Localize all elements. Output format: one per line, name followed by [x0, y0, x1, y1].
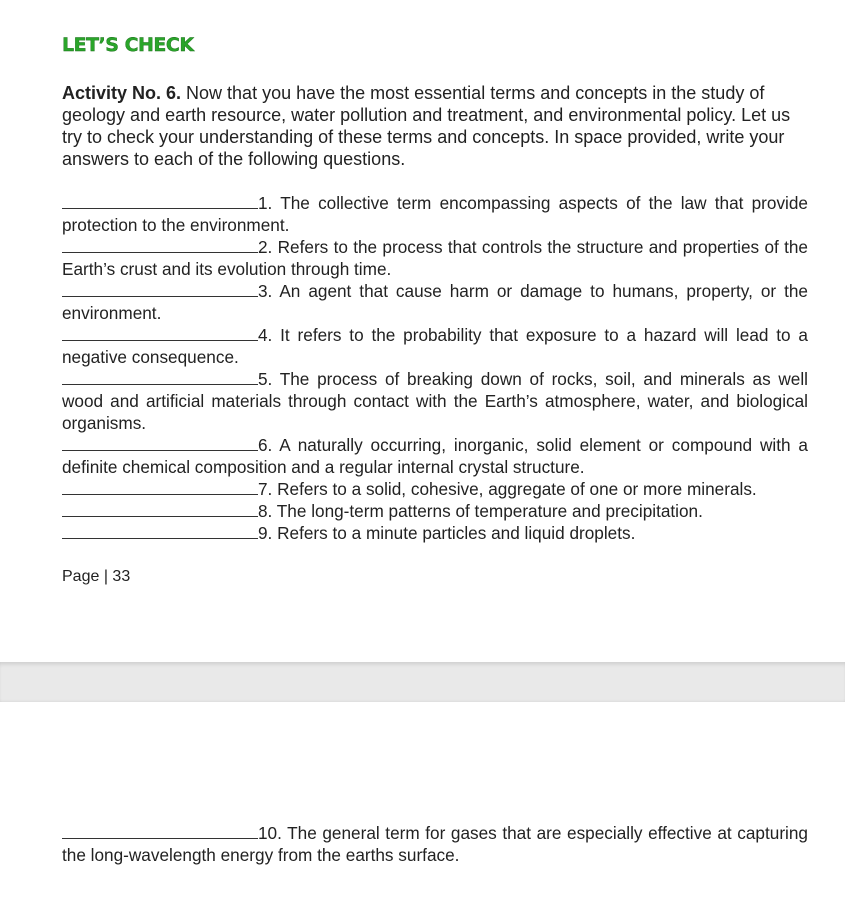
question-8 [62, 500, 808, 522]
document-page-2 [0, 702, 845, 900]
question-text: 8. The long-term patterns of temperature and precipitation. [258, 501, 703, 521]
activity-intro [62, 82, 807, 170]
answer-blank-7[interactable] [62, 478, 258, 495]
question-7 [62, 478, 808, 500]
activity-label: Activity No. 6. [62, 83, 182, 103]
question-text: 3. An agent that cause harm or damage to humans, property, or the environment. [62, 281, 808, 323]
question-9 [62, 522, 808, 544]
answer-blank-4[interactable] [62, 324, 258, 341]
section-title: LET’S CHECK [62, 34, 194, 56]
question-text: 5. The process of breaking down of rocks, soil, and minerals as well wood and artificial materials through contact with the Earth’s atmosphere, water, and biological organisms. [62, 369, 808, 433]
question-text: 6. A naturally occurring, inorganic, solid element or compound with a definite chemical composition and a regular internal crystal structure. [62, 435, 808, 477]
question-text: 10. The general term for gases that are especially effective at capturing the long-wavelength energy from the earths surface. [62, 823, 808, 865]
question-4 [62, 324, 808, 368]
answer-blank-6[interactable] [62, 434, 258, 451]
page-number: Page | 33 [62, 568, 131, 585]
question-10 [62, 822, 808, 866]
question-text: 4. It refers to the probability that exposure to a hazard will lead to a negative consequence. [62, 325, 808, 367]
answer-blank-5[interactable] [62, 368, 258, 385]
answer-blank-9[interactable] [62, 522, 258, 539]
answer-blank-1[interactable] [62, 192, 258, 209]
question-text: 9. Refers to a minute particles and liquid droplets. [258, 523, 636, 543]
answer-blank-2[interactable] [62, 236, 258, 253]
question-3 [62, 280, 808, 324]
question-1 [62, 192, 808, 236]
question-2 [62, 236, 808, 280]
answer-blank-3[interactable] [62, 280, 258, 297]
question-6 [62, 434, 808, 478]
question-text: 1. The collective term encompassing aspects of the law that provide protection to the environment. [62, 193, 808, 235]
question-text: 2. Refers to the process that controls the structure and properties of the Earth’s crust and its evolution through time. [62, 237, 808, 279]
question-5 [62, 368, 808, 434]
question-text: 7. Refers to a solid, cohesive, aggregate of one or more minerals. [258, 479, 757, 499]
page-separator [0, 662, 845, 702]
answer-blank-10[interactable] [62, 822, 258, 839]
answer-blank-8[interactable] [62, 500, 258, 517]
activity-instructions: Now that you have the most essential terms and concepts in the study of geology and earth resource, water pollution and treatment, and environmental policy. Let us try to check your understanding of these terms and concepts. In space provided, write your answers to each of the following questions. [62, 83, 791, 169]
